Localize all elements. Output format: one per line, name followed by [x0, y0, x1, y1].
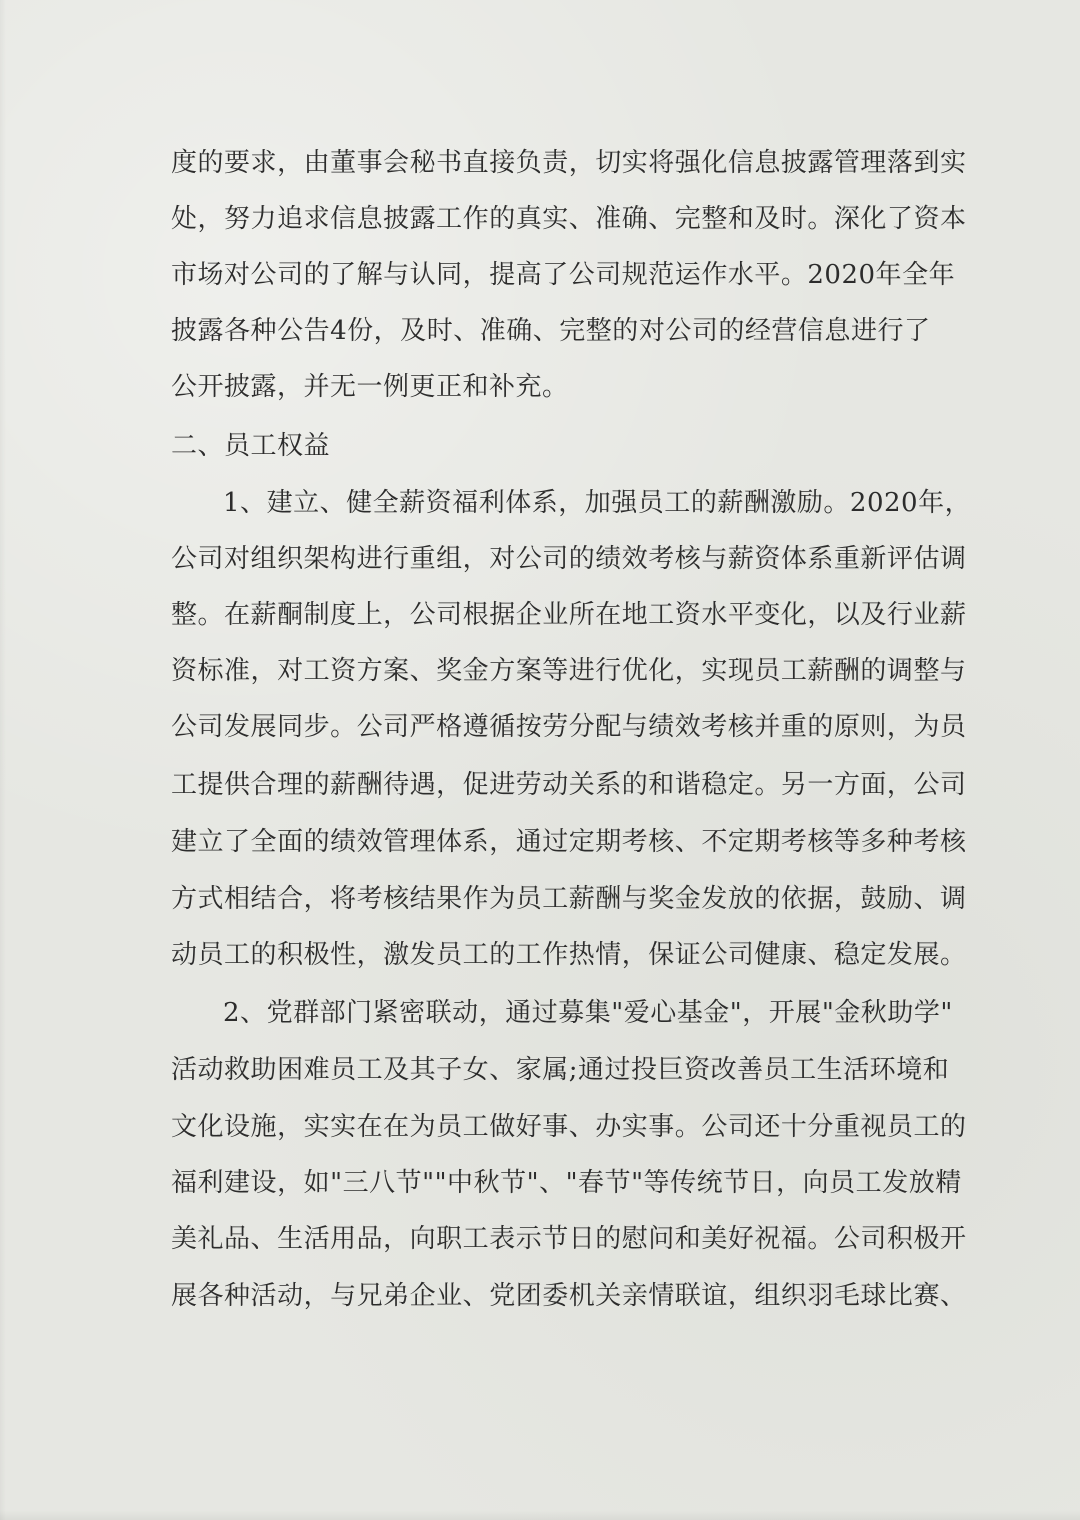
page-bottom-edge: [0, 1510, 1080, 1520]
section-heading: 二、员工权益: [171, 431, 331, 461]
text-line: 方 式 相 结 合 ， 将 考 核 结 果 作 为 员 工 薪 酬 与 奖 金 发 放 的 依 据 ， 鼓 励 、 调: [171, 884, 967, 914]
text-line: 文 化 设 施 ， 实 实 在 在 为 员 工 做 好 事 、 办 实 事 。 公 司 还 十 分 重 视 员 工 的: [171, 1112, 967, 1142]
text-line: 公开披露，并无一例更正和补充。: [171, 372, 569, 402]
page-left-edge: [0, 0, 6, 1520]
text-line: 福 利 建 设 ， 如 " 三 八 节 " " 中 秋 节 " 、 " 春 节 " 等 传 统 节 日 ， 向 员 工 发 放 精: [171, 1168, 962, 1198]
text-line: 市 场 对 公 司 的 了 解 与 认 同 ， 提 高 了 公 司 规 范 运 作 水 平 。 2020 年 全 年: [171, 260, 956, 290]
text-line: 公 司 对 组 织 架 构 进 行 重 组 ， 对 公 司 的 绩 效 考 核 与 薪 资 体 系 重 新 评 估 调: [171, 544, 967, 574]
text-line: 工 提 供 合 理 的 薪 酬 待 遇 ， 促 进 劳 动 关 系 的 和 谐 稳 定 。 另 一 方 面 ， 公 司: [171, 770, 967, 800]
text-line: 整 。 在 薪 酮 制 度 上 ， 公 司 根 据 企 业 所 在 地 工 资 水 平 变 化 ， 以 及 行 业 薪: [171, 600, 967, 630]
text-line: 展 各 种 活 动 ， 与 兄 弟 企 业 、 党 团 委 机 关 亲 情 联 谊 ， 组 织 羽 毛 球 比 赛 、: [171, 1281, 967, 1311]
paragraph-start-line: 2 、 党 群 部 门 紧 密 联 动 ， 通 过 募 集 " 爱 心 基 金 " ， 开 展 " 金 秋 助 学 ": [223, 998, 953, 1028]
text-line: 动 员 工 的 积 极 性 ， 激 发 员 工 的 工 作 热 情 ， 保 证 公 司 健 康 、 稳 定 发 展 。: [171, 940, 967, 970]
text-line: 活 动 救 助 困 难 员 工 及 其 子 女 、 家 属 ; 通 过 投 巨 资 改 善 员 工 生 活 环 境 和: [171, 1055, 950, 1085]
text-line: 公 司 发 展 同 步 。 公 司 严 格 遵 循 按 劳 分 配 与 绩 效 考 核 并 重 的 原 则 ， 为 员: [171, 712, 967, 742]
text-line: 披 露 各 种 公 告 4 份 ， 及 时 、 准 确 、 完 整 的 对 公 司 的 经 营 信 息 进 行 了: [171, 316, 931, 346]
text-line: 处 ， 努 力 追 求 信 息 披 露 工 作 的 真 实 、 准 确 、 完 整 和 及 时 。 深 化 了 资 本: [171, 204, 967, 234]
text-line: 美 礼 品 、 生 活 用 品 ， 向 职 工 表 示 节 日 的 慰 问 和 美 好 祝 福 。 公 司 积 极 开: [171, 1224, 967, 1254]
paragraph-start-line: 1 、 建 立 、 健 全 薪 资 福 利 体 系 ， 加 强 员 工 的 薪 酬 激 励 。 2020 年 ，: [223, 488, 972, 518]
text-line: 度 的 要 求 ， 由 董 事 会 秘 书 直 接 负 责 ， 切 实 将 强 化 信 息 披 露 管 理 落 到 实: [171, 148, 967, 178]
text-line: 资 标 准 ， 对 工 资 方 案 、 奖 金 方 案 等 进 行 优 化 ， 实 现 员 工 薪 酬 的 调 整 与: [171, 656, 967, 686]
text-line: 建 立 了 全 面 的 绩 效 管 理 体 系 ， 通 过 定 期 考 核 、 不 定 期 考 核 等 多 种 考 核: [171, 827, 967, 857]
